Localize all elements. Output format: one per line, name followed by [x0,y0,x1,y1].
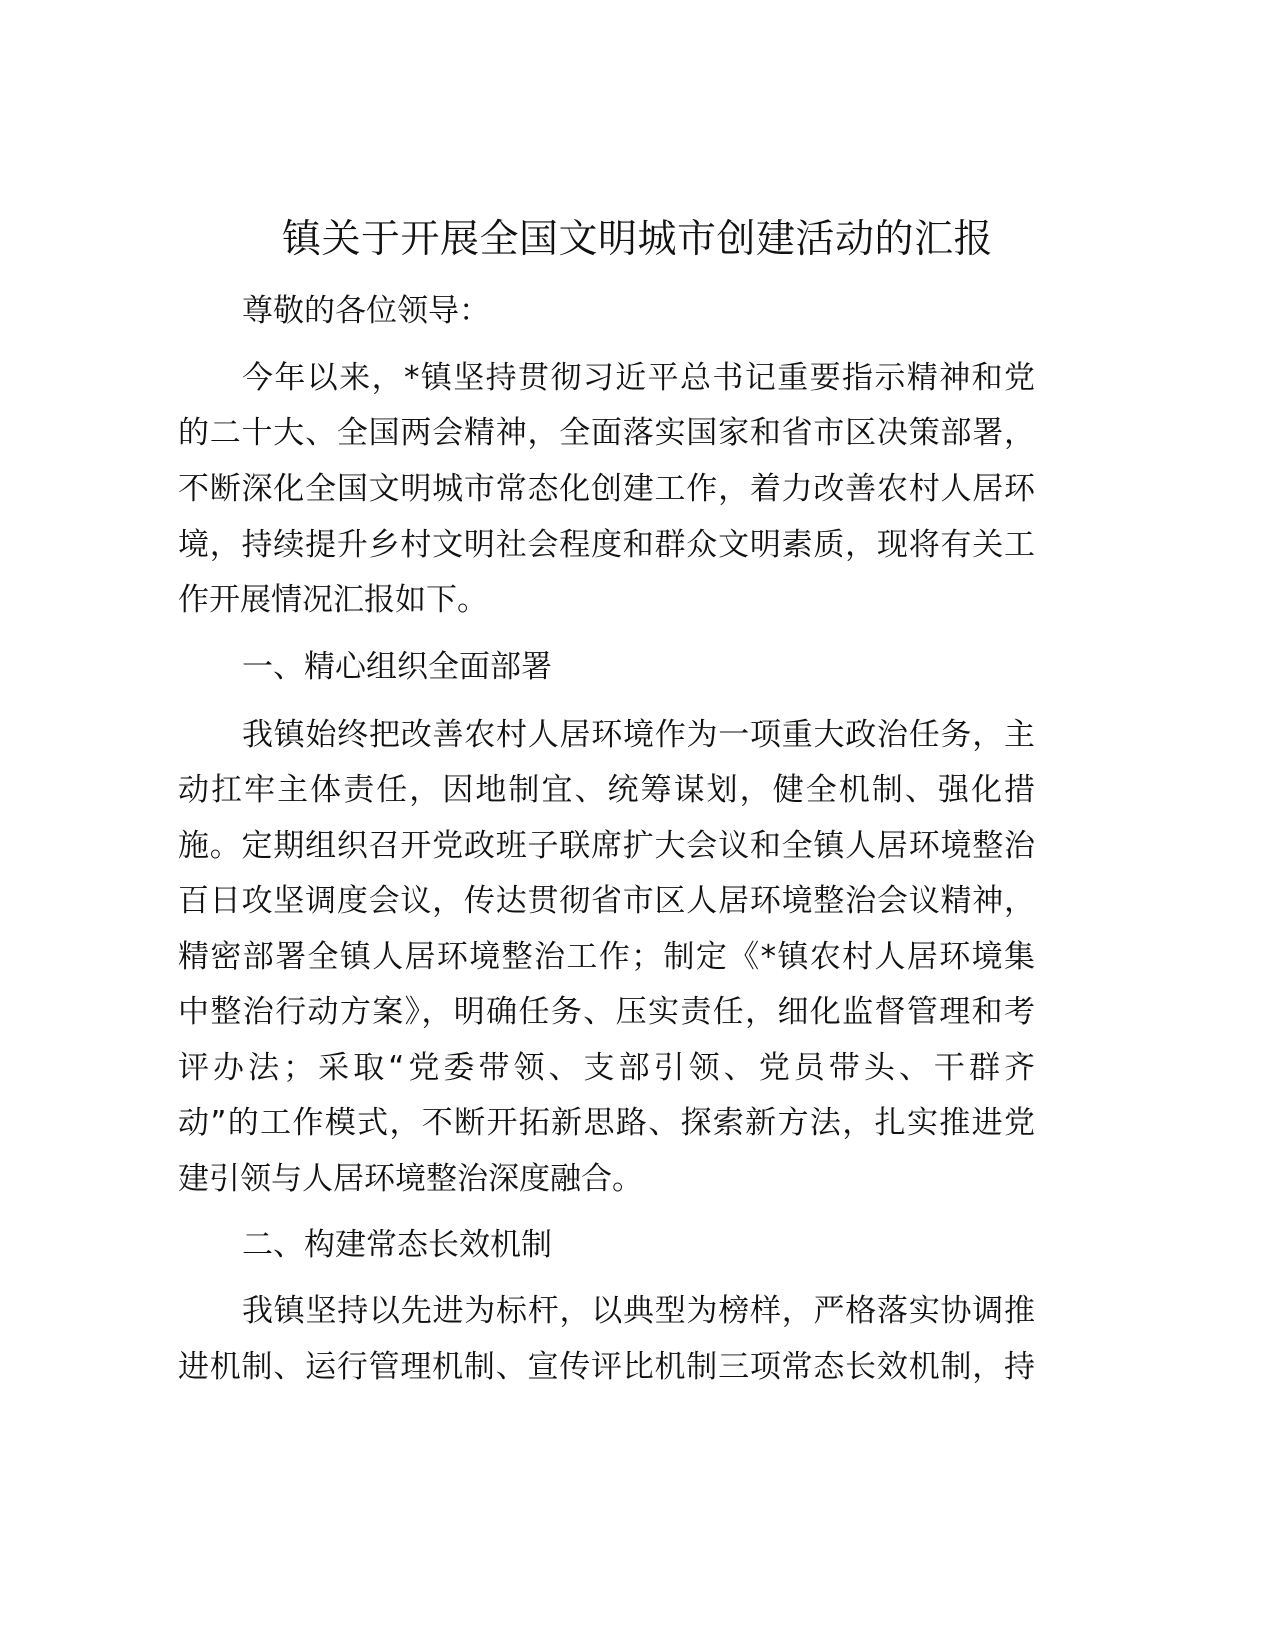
intro-line: 不断深化全国文明城市常态化创建工作，着力改善农村人居环 [178,471,1035,507]
section1-line: 施。定期组织召开党政班子联席扩大会议和全镇人居环境整治 [178,828,1035,864]
section1-line: 动扛牢主体责任，因地制宜、统筹谋划，健全机制、强化措 [178,772,1035,808]
section1-line: 中整治行动方案》，明确任务、压实责任，细化监督管理和考 [178,994,1035,1030]
section1-line: 我镇始终把改善农村人居环境作为一项重大政治任务，主 [242,717,1035,753]
section-heading-1: 一、精心组织全面部署 [242,649,552,685]
document-title: 镇关于开展全国文明城市创建活动的汇报 [281,217,993,262]
section1-line: 评办法；采取“党委带领、支部引领、党员带头、干群齐 [178,1050,1035,1086]
section-heading-2: 二、构建常态长效机制 [242,1227,552,1263]
intro-line: 境，持续提升乡村文明社会程度和群众文明素质，现将有关工 [178,527,1035,563]
section1-line: 建引领与人居环境整治深度融合。 [178,1161,643,1197]
salutation: 尊敬的各位领导： [242,293,490,329]
intro-line: 作开展情况汇报如下。 [178,582,488,618]
intro-line: 今年以来，*镇坚持贯彻习近平总书记重要指示精神和党 [242,360,1035,396]
section2-line: 我镇坚持以先进为标杆，以典型为榜样，严格落实协调推 [242,1293,1035,1329]
section1-line: 百日攻坚调度会议，传达贯彻省市区人居环境整治会议精神， [178,883,1035,919]
section1-line: 动”的工作模式，不断开拓新思路、探索新方法，扎实推进党 [178,1105,1035,1141]
section1-line: 精密部署全镇人居环境整治工作；制定《*镇农村人居环境集 [178,939,1035,975]
section2-line: 进机制、运行管理机制、宣传评比机制三项常态长效机制，持 [178,1349,1035,1385]
intro-line: 的二十大、全国两会精神，全面落实国家和省市区决策部署， [178,415,1035,451]
